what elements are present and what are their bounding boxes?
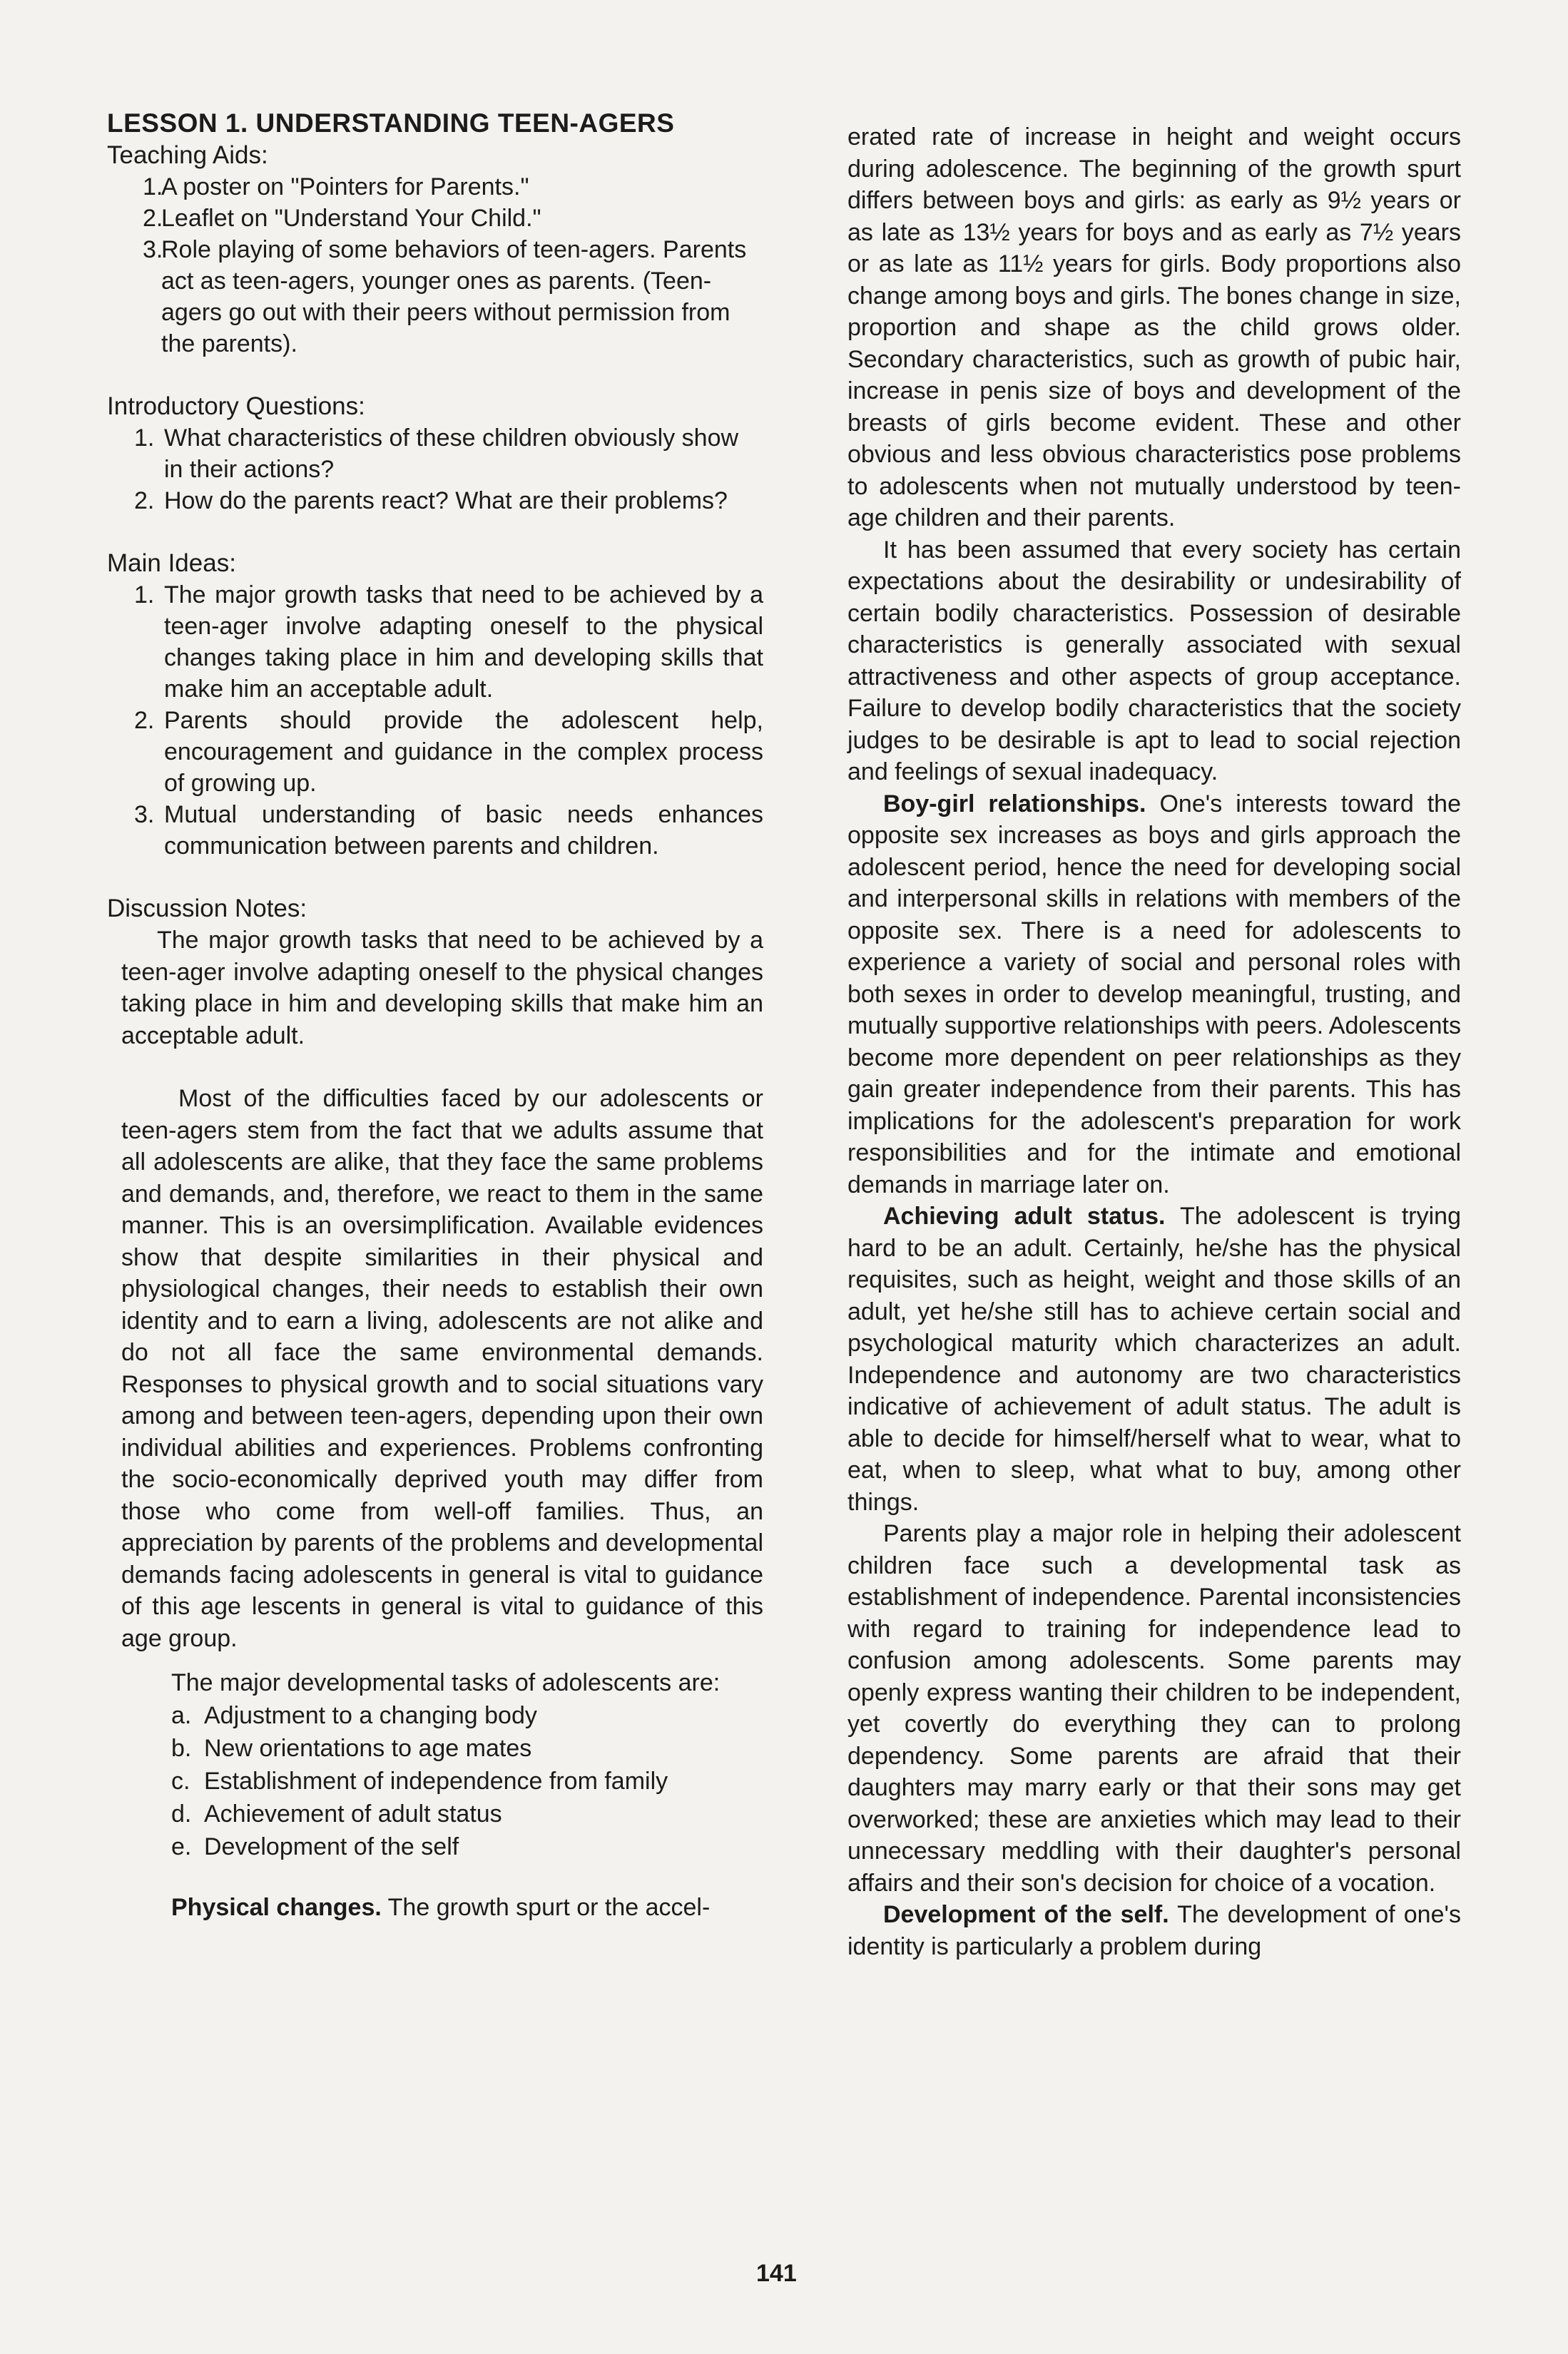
introductory-questions-heading: Introductory Questions: <box>107 392 365 420</box>
list-item: 2. How do the parents react? What are their problems? <box>134 487 728 514</box>
list-item: 2. Parents should provide the adolescent help, encouragement and guidance in the complex process of growing up. <box>134 707 763 797</box>
run-in-heading: Development of the self. <box>883 1901 1169 1928</box>
paragraph: It has been assumed that every society has certain expectations about the desirability or undesirability of certain bodily characteristics. Possession of desirable characteristics is generally associated with sexual attractiveness and other aspects of group acceptance. Failure to develop bodily characteristics that the society judges to be desirable is apt to lead to social rejection and feelings of sexual inadequacy. <box>847 536 1461 785</box>
run-in-heading: Achieving adult status. <box>883 1203 1166 1230</box>
list-item: 1. The major growth tasks that need to be achieved by a teen-ager involve adapting oneself to the physical changes taking place in him and developing skills that make him an acceptable adult. <box>134 581 763 703</box>
introductory-questions-list <box>107 422 763 516</box>
list-item: b. New orientations to age mates <box>171 1734 532 1762</box>
list-item: 3. Role playing of some behaviors of teen-agers. Parents act as teen-agers, younger ones as parents. (Teen-agers go out with their peers without permission from the parents). <box>143 236 747 357</box>
physical-changes-paragraph: Physical changes. The growth spurt or the accel- <box>171 1893 711 1921</box>
main-ideas-list <box>107 579 763 862</box>
tasks-intro: The major developmental tasks of adolescents are: <box>171 1669 721 1696</box>
list-item: d. Achievement of adult status <box>171 1800 502 1828</box>
main-ideas-heading: Main Ideas: <box>107 549 236 577</box>
run-in-heading: Boy-girl relationships. <box>883 790 1146 817</box>
page-number: 141 <box>756 2260 797 2287</box>
discussion-intro: The major growth tasks that need to be achieved by a teen-ager involve adapting oneself to the physical changes taking place in him and developing skills that make him an acceptable adult. <box>121 927 763 1049</box>
paragraph: erated rate of increase in height and weight occurs during adolescence. The beginning of the growth spurt differs between boys and girls: as early as 9½ years or as late as 13½ years for boys and as early as 7½ years or as late as 11½ years for girls. Body proportions also change among boys and girls. The bones change in size, proportion and shape as the child grows older. Secondary characteristics, such as growth of pubic hair, increase in penis size of boys and development of the breasts of girls become evident. These and other obvious and less obvious characteristics pose problems to adolescents when not mutually understood by teen-age children and their parents. <box>847 123 1461 531</box>
list-item: 1. A poster on "Pointers for Parents." <box>143 173 529 200</box>
list-item: 3. Mutual understanding of basic needs enhances communication between parents and children. <box>134 801 763 860</box>
list-item: c. Establishment of independence from family <box>171 1767 668 1795</box>
teaching-aids-list <box>107 171 763 360</box>
teaching-aids-heading: Teaching Aids: <box>107 141 268 169</box>
list-item: e. Development of the self <box>171 1833 459 1860</box>
discussion-paragraph: Most of the difficulties faced by our adolescents or teen-agers stem from the fact that we adults assume that all adolescents are alike, that they face the same problems and demands, and, therefore, we react to them in the same manner. This is an oversimplification. Available evidences show that despite similarities in their physical and physiological changes, their needs to establish their own identity and to earn a living, adolescents are not alike and do not all face the same environmental demands. Responses to physical growth and to social situations vary among and between teen-agers, depending upon their own individual abilities and experiences. Problems confronting the socio-economically deprived youth may differ from those who come from well-off families. Thus, an appreciation by parents of the problems and developmental demands facing adolescents in general is vital to guidance of this age lescents in general is vital to guidance of this age group. <box>121 1085 763 1652</box>
list-item: a. Adjustment to a changing body <box>171 1701 537 1729</box>
run-in-heading: Physical changes. <box>171 1893 382 1921</box>
discussion-notes-heading: Discussion Notes: <box>107 895 307 922</box>
paragraph: Development of the self. The development of one's identity is particularly a problem during <box>847 1901 1461 1960</box>
list-item: 1. What characteristics of these children obviously show in their actions? <box>134 424 739 483</box>
right-column <box>847 121 1461 1962</box>
left-column <box>107 107 763 1923</box>
lesson-title: LESSON 1. UNDERSTANDING TEEN-AGERS <box>107 108 675 138</box>
paragraph: Achieving adult status. The adolescent is trying hard to be an adult. Certainly, he/she has the physical requisites, such as height, weight and those skills of an adult, yet he/she still has to achieve certain social and psychological maturity which characterizes an adult. Independence and autonomy are two characteristics indicative of achievement of adult status. The adult is able to decide for himself/herself what to wear, what to eat, when to sleep, what what to buy, among other things. <box>847 1203 1461 1516</box>
paragraph: Boy-girl relationships. One's interests toward the opposite sex increases as boys and girls approach the adolescent period, hence the need for developing social and interpersonal skills in relations with members of the opposite sex. There is a need for adolescents to experience a variety of social and personal roles with both sexes in order to develop meaningful, trusting, and mutually supportive relationships with peers. Adolescents become more dependent on peer relationships as they gain greater independence from their parents. This has implications for the adolescent's preparation for work responsibilities and for the intimate and emotional demands in marriage later on. <box>847 790 1461 1198</box>
paragraph: Parents play a major role in helping their adolescent children face such a developmental task as establishment of independence. Parental inconsistencies with regard to training for independence lead to confusion among adolescents. Some parents may openly express wanting their children to be independent, yet covertly do everything they can to prolong dependency. Some parents are afraid that their daughters may marry early or that their sons may get overworked; these are anxieties which may lead to their unnecessary meddling with their daughter's personal affairs and their son's decision for choice of a vocation. <box>847 1520 1461 1897</box>
list-item: 2. Leaflet on "Understand Your Child." <box>143 205 541 232</box>
developmental-tasks-list <box>107 1699 763 1863</box>
